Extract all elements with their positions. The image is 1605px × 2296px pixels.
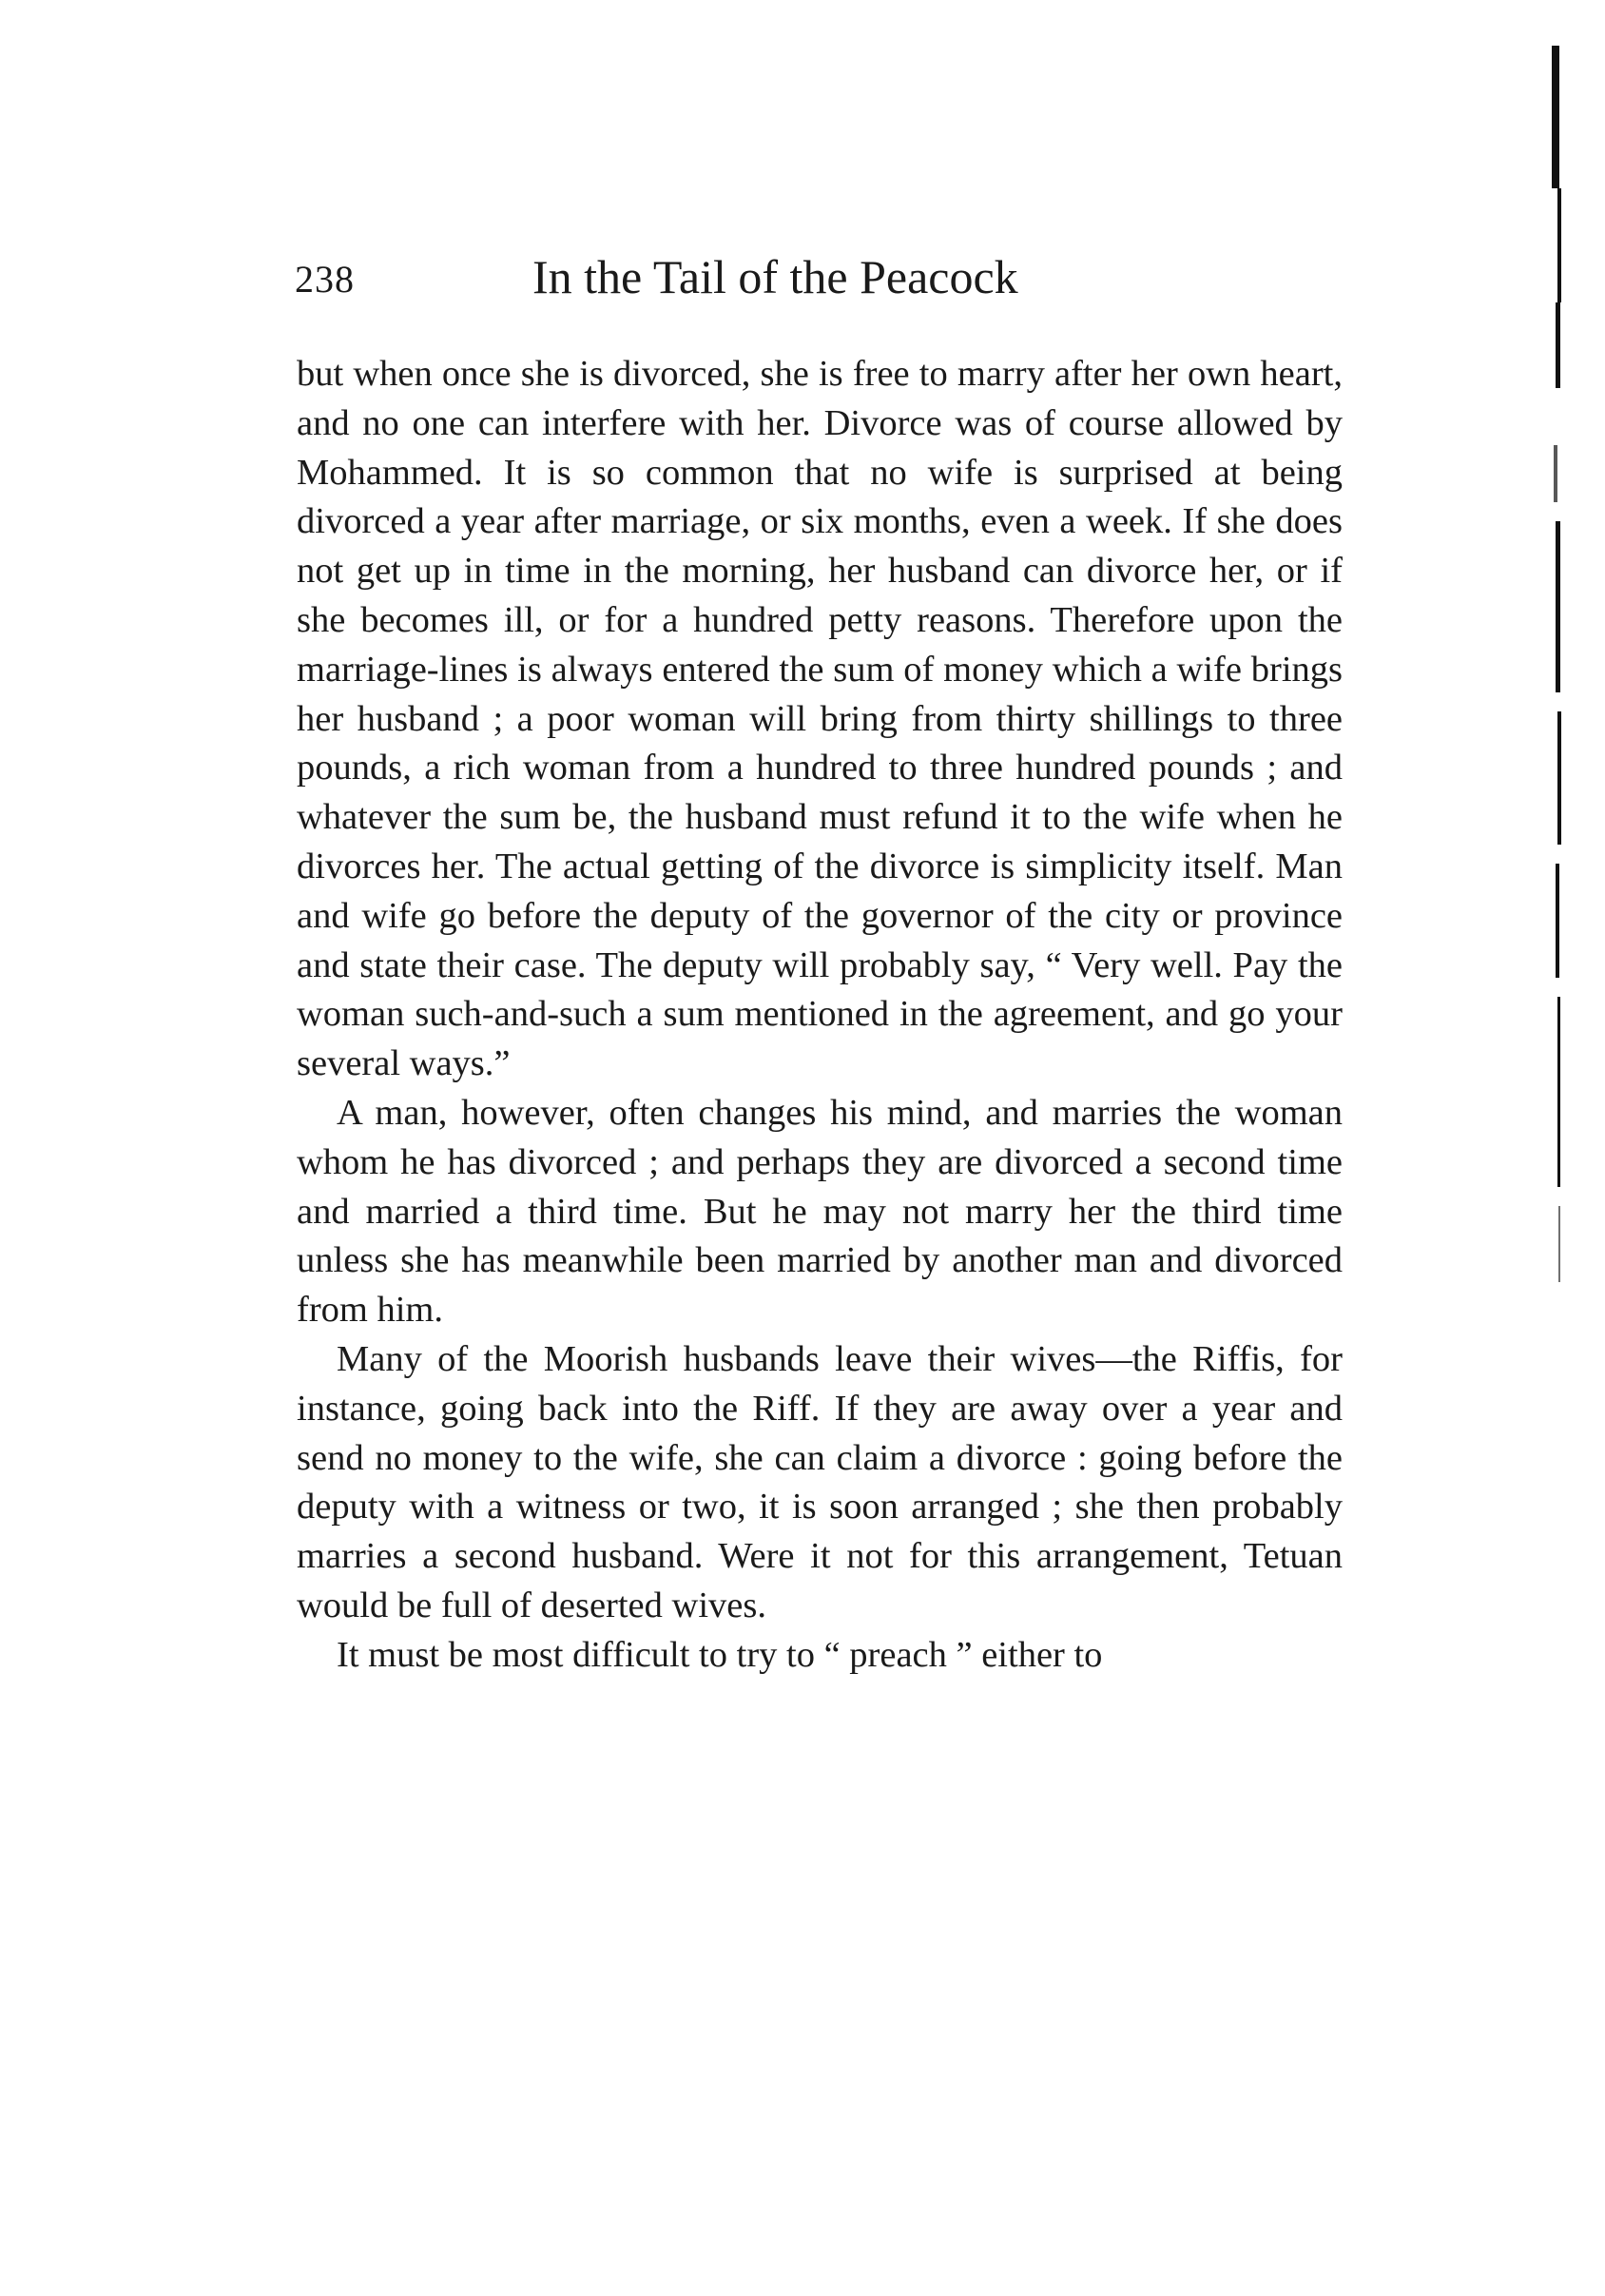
paragraph-continued: but when once she is divorced, she is free to marry after her own heart, and no one can interfere with her. Divorce was of course allowed by Mohammed. It is so common that no wife is surprised at being divorced a year after marriage, or six months, even a week. If she does not get up in time in the morning, her husband can divorce her, or if she becomes ill, or for a hundred petty reasons. Therefore upon the marriage-lines is always entered the sum of money which a wife brings her husband ; a poor woman will bring from thirty shillings to three pounds, a rich woman from a hundred to three hundred pounds ; and whatever the sum be, the husband must refund it to the wife when he divorces her. The actual getting of the divorce is simplicity itself. Man and wife go before the deputy of the governor of the city or province and state their case. The deputy will probably say, “ Very well. Pay the woman such-and-such a sum mentioned in the agreement, and go your several ways.” <box>297 354 1343 1084</box>
paragraph: Many of the Moorish husbands leave their wives—the Riffis, for instance, going back into the Riff. If they are away over a year and send no money to the wife, she can claim a divorce : going before the deputy with a witness or two, it is soon arranged ; she then probably marries a second husband. Were it not for this arrangement, Tetuan would be full of deserted wives. <box>297 1338 1343 1625</box>
page-number: 238 <box>295 258 355 301</box>
running-title: In the Tail of the Peacock <box>532 250 1018 303</box>
scan-edge-shadow <box>1550 46 1569 1282</box>
page-header <box>295 249 1350 316</box>
paragraph-last-line: It must be most difficult to try to “ preach ” either to <box>337 1634 1103 1675</box>
body-text <box>297 350 1343 1681</box>
paragraph: A man, however, often changes his mind, and marries the woman whom he has divorced ; and perhaps they are divorced a second time and married a third time. But he may not marry her the third time unless she has meanwhile been married by another man and divorced from him. <box>297 1092 1343 1331</box>
